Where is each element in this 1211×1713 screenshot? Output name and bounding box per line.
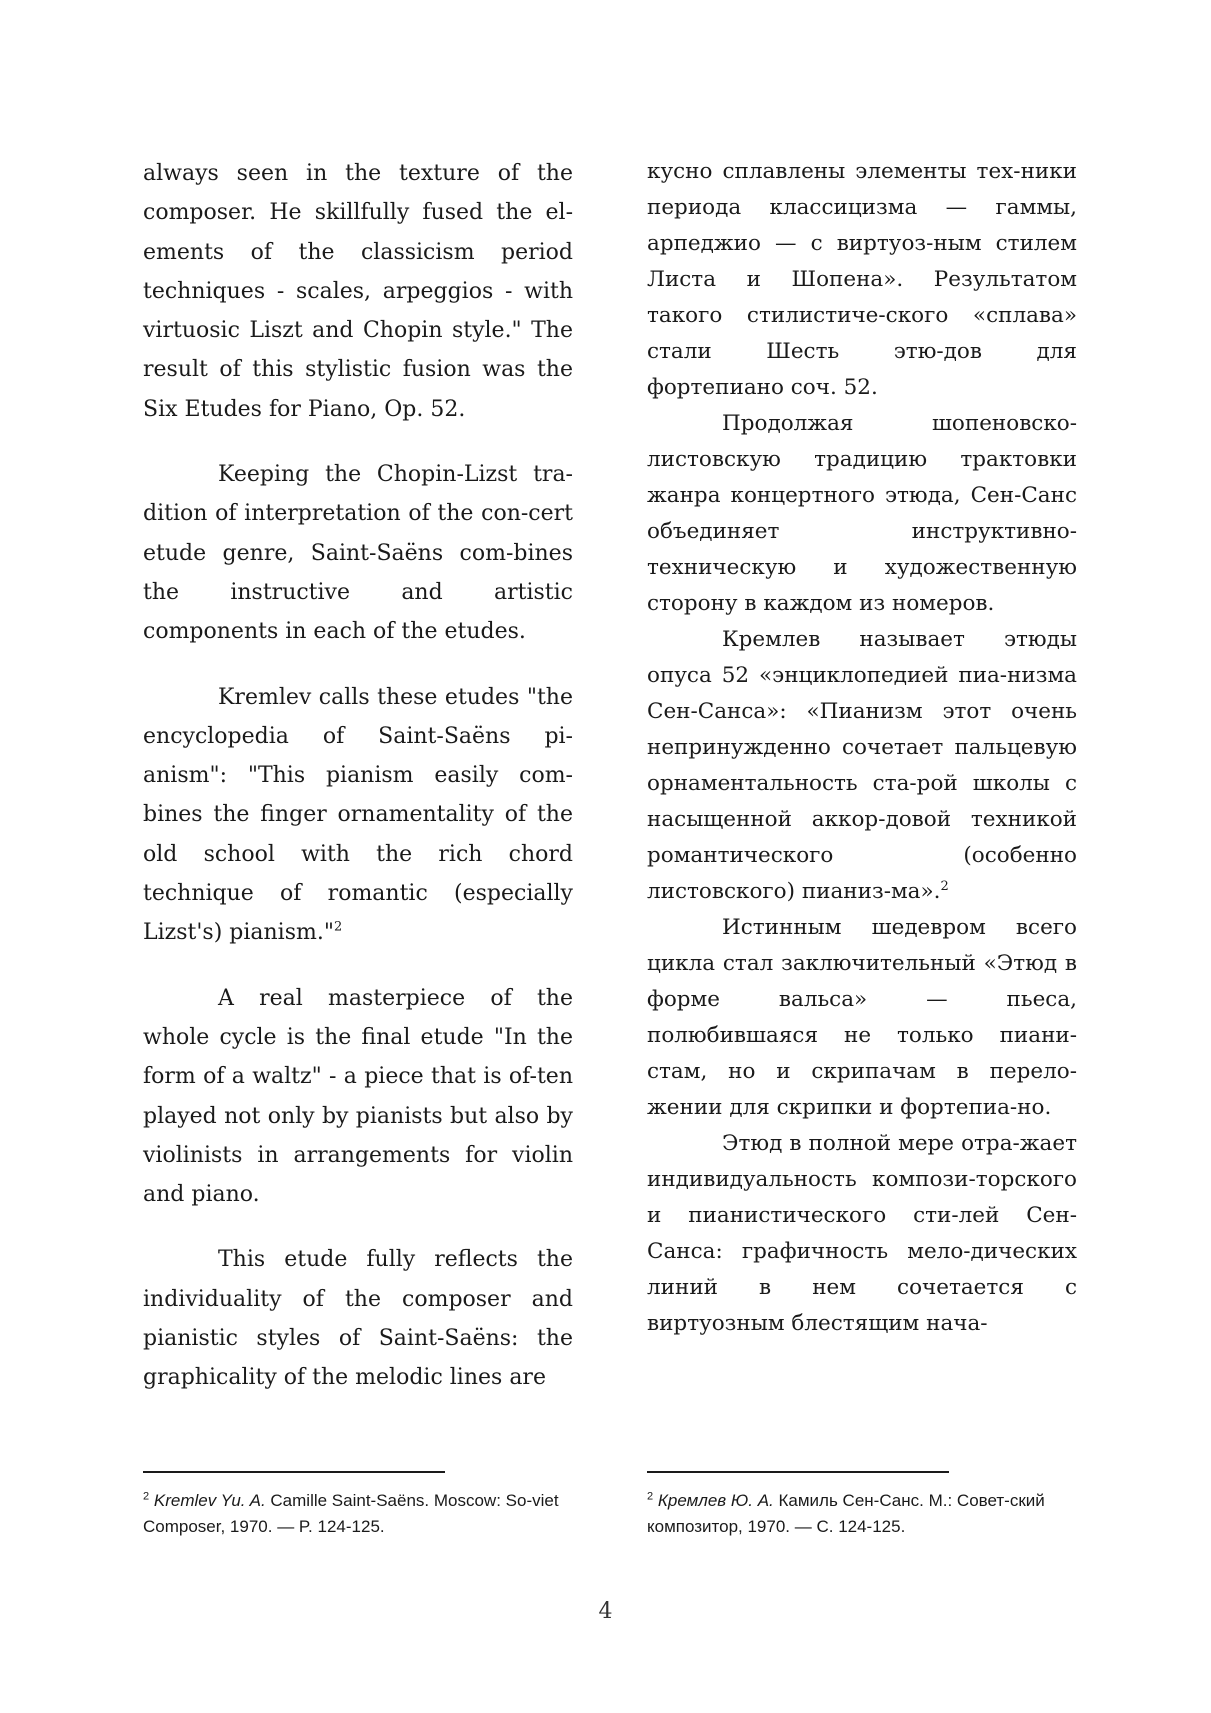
en-footnote-marker: 2 <box>143 1490 150 1503</box>
en-paragraph-2: Keeping the Chopin-Lizst tra-dition of interpretation of the con-cert etude genre, Saint-Saëns com-bines the instructive and artistic components in each of the etudes. <box>143 462 573 645</box>
ru-footnote <box>647 1488 1077 1540</box>
ru-paragraph-1: кусно сплавлены элементы тех-ники периода классицизма — гаммы, арпеджио — с виртуоз-ным стилем Листа и Шопена». Результатом такого стилистиче-ского «сплава» стали Шесть этю-дов для фортепиано соч. 52. <box>647 159 1077 400</box>
footnote-separator-right <box>647 1471 949 1473</box>
english-column <box>143 154 573 1424</box>
ru-paragraph-5: Этюд в полной мере отра-жает индивидуальность компози-торского и пианистического сти-лей Сен-Санса: графичность мело-дических линий в нем сочетается с виртуозным блестящим нача- <box>647 1131 1077 1336</box>
en-paragraph-3-text: Kremlev calls these etudes "the encyclopedia of Saint-Saëns pi-anism": "This pianism easily com-bines the finger ornamentality of the old school with the rich chord technique of romantic (especially Lizst's) pianism." <box>143 684 573 946</box>
ru-paragraph-4: Истинным шедевром всего цикла стал заключительный «Этюд в форме вальса» — пьеса, полюбившаяся не только пиани-стам, но и скрипачам в перело-жении для скрипки и фортепиа-но. <box>647 915 1077 1120</box>
russian-column <box>647 154 1077 1342</box>
en-footnote <box>143 1488 573 1540</box>
page-number: 4 <box>598 1599 613 1624</box>
en-paragraph-4: A real masterpiece of the whole cycle is the final etude "In the form of a waltz" - a piece that is of-ten played not only by pianists but also by violinists in arrangements for violin and piano. <box>143 985 573 1208</box>
ru-paragraph-2: Продолжая шопеновско-листовскую традицию трактовки жанра концертного этюда, Сен-Санс объединяет инструктивно-техническую и художественную сторону в каждом из номеров. <box>647 411 1077 616</box>
en-footnote-ref: 2 <box>334 920 343 936</box>
ru-footnote-author: Кремлев Ю. А. <box>657 1491 774 1510</box>
ru-footnote-text: Камиль Сен-Санс. М.: Совет-ский композитор, 1970. — С. 124-125. <box>647 1491 1045 1536</box>
en-paragraph-5: This etude fully reflects the individuality of the composer and pianistic styles of Saint-Saëns: the graphicality of the melodic lines are <box>143 1247 573 1391</box>
ru-paragraph-3-text: Кремлев называет этюды опуса 52 «энциклопедией пиа-низма Сен-Санса»: «Пианизм этот очень непринужденно сочетает пальцевую орнаментальность ста-рой школы с насыщенной аккор-довой техникой романтического (особенно листовского) пианиз-ма». <box>647 627 1077 904</box>
ru-footnote-marker: 2 <box>647 1490 654 1503</box>
en-paragraph-3 <box>143 678 573 953</box>
ru-footnote-ref: 2 <box>940 878 949 894</box>
footnote-separator-left <box>143 1471 445 1473</box>
en-footnote-text: Camille Saint-Saëns. Moscow: So-viet Composer, 1970. — P. 124-125. <box>143 1491 559 1536</box>
en-footnote-author: Kremlev Yu. A. <box>153 1491 266 1510</box>
ru-paragraph-3 <box>647 622 1077 910</box>
en-paragraph-1: always seen in the texture of the composer. He skillfully fused the el-ements of the classicism period techniques - scales, arpeggios - with virtuosic Liszt and Chopin style." The result of this stylistic fusion was the Six Etudes for Piano, Op. 52. <box>143 161 573 422</box>
